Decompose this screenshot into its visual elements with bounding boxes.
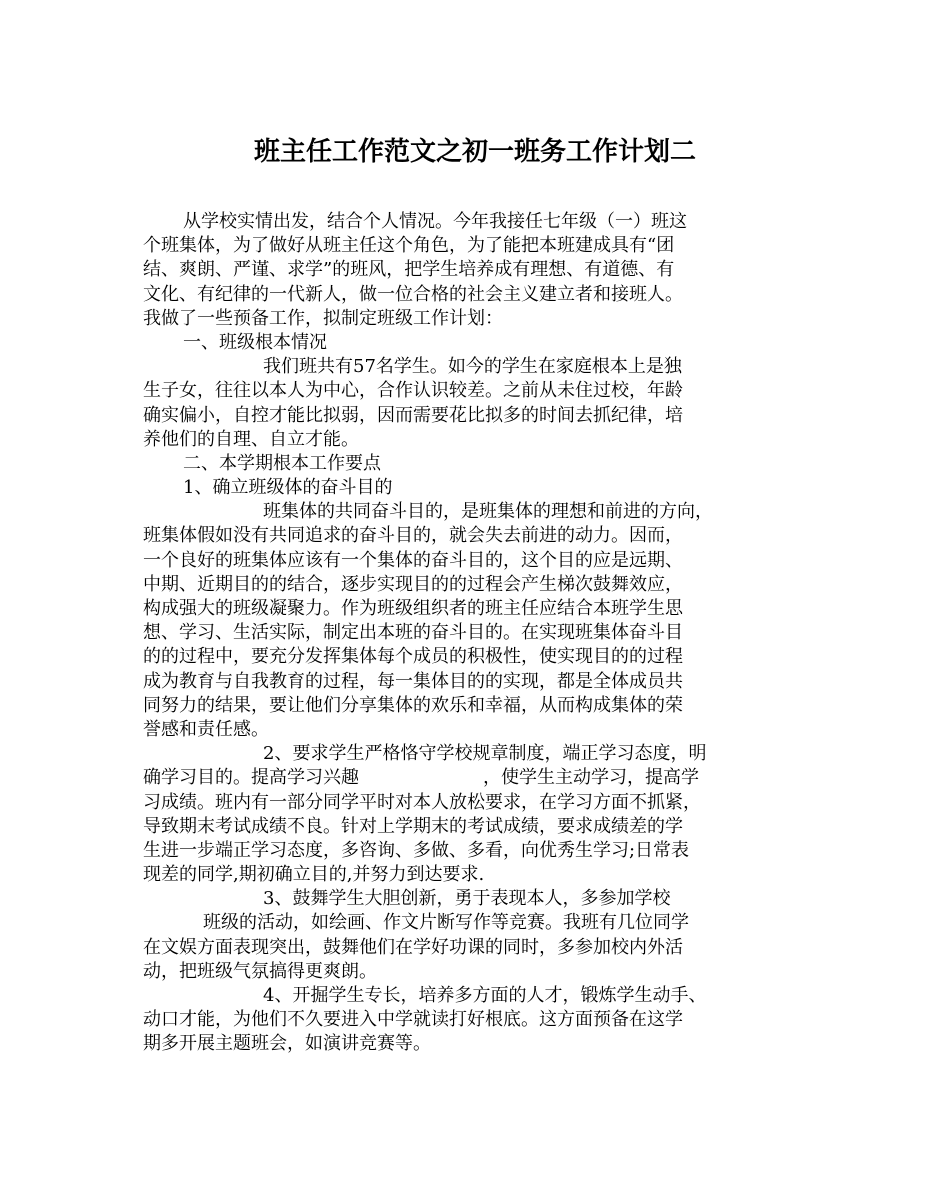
paragraph-line: 生子女，往往以本人为中心，合作认识较差。之前从未住过校，年龄	[143, 380, 683, 402]
paragraph-line: 生进一步端正学习态度，多咨询、多做、多看，向优秀生学习;日常表	[143, 839, 690, 861]
paragraph-line: 个班集体，为了做好从班主任这个角色，为了能把本班建成具有“团	[143, 235, 675, 257]
paragraph-line: 班级的活动，如绘画、作文片断写作等竞赛。我班有几位同学	[203, 912, 689, 934]
line-segment-right: ，使学生主动学习，提高学	[483, 767, 699, 789]
paragraph-line: 动，把班级气氛搞得更爽朗。	[143, 960, 377, 982]
paragraph-line: 同努力的结果，要让他们分享集体的欢乐和幸福，从而构成集体的荣	[143, 694, 683, 716]
paragraph-line: 成为教育与自我教育的过程，每一集体目的的实现，都是全体成员共	[143, 670, 683, 692]
paragraph-line: 动口才能，为他们不久要进入中学就读打好根底。这方面预备在这学	[143, 1009, 683, 1031]
paragraph-line: 习成绩。班内有一部分同学平时对本人放松要求，在学习方面不抓紧，	[143, 791, 701, 813]
section-heading: 二、本学期根本工作要点	[183, 452, 381, 474]
paragraph-line: 构成强大的班级凝聚力。作为班级组织者的班主任应结合本班学生思	[143, 598, 683, 619]
paragraph-line: 2、要求学生严格恪守学校规章制度，端正学习态度，明	[263, 743, 707, 765]
paragraph-line: 想、学习、生活实际，制定出本班的奋斗目的。在实现班集体奋斗目	[143, 622, 683, 644]
paragraph-line: 文化、有纪律的一代新人，做一位合格的社会主义建立者和接班人。	[143, 283, 683, 305]
section-heading: 一、班级根本情况	[183, 331, 327, 353]
paragraph-line: 从学校实情出发，结合个人情况。今年我接任七年级（一）班这	[183, 211, 687, 232]
paragraph-line: 我做了一些预备工作，拟制定班级工作计划：	[143, 307, 503, 329]
line-segment-left: 确学习目的。提高学习兴趣	[143, 767, 359, 789]
document-body	[143, 210, 823, 1057]
paragraph-line: 现差的同学,期初确立目的,并努力到达要求.	[143, 864, 485, 886]
subsection-heading: 1、确立班级体的奋斗目的	[183, 477, 393, 499]
paragraph-line: 导致期末考试成绩不良。针对上学期末的考试成绩，要求成绩差的学	[143, 815, 683, 837]
paragraph-line: 一个良好的班集体应该有一个集体的奋斗目的，这个目的应是远期、	[143, 549, 683, 571]
paragraph-line: 确实偏小，自控才能比拟弱，因而需要花比拟多的时间去抓纪律，培	[143, 404, 683, 426]
paragraph-line: 结、爽朗、严谨、求学”的班风，把学生培养成有理想、有道德、有	[143, 259, 675, 281]
paragraph-line: 期多开展主题班会，如演讲竞赛等。	[143, 1033, 431, 1055]
paragraph-line: 养他们的自理、自立才能。	[143, 428, 359, 450]
paragraph-line: 班集体的共同奋斗目的，是班集体的理想和前进的方向，	[263, 501, 713, 523]
paragraph-line: 中期、近期目的的结合，逐步实现目的的过程会产生梯次鼓舞效应，	[143, 573, 683, 595]
paragraph-line: 誉感和责任感。	[143, 718, 269, 740]
paragraph-line: 4、开掘学生专长，培养多方面的人才，锻炼学生动手、	[263, 985, 707, 1006]
paragraph-line: 3、鼓舞学生大胆创新，勇于表现本人，多参加学校	[263, 888, 671, 910]
paragraph-line	[143, 766, 823, 790]
paragraph-line: 班集体假如没有共同追求的奋斗目的，就会失去前进的动力。因而，	[143, 525, 683, 547]
paragraph-line: 的的过程中，要充分发挥集体每个成员的积极性，使实现目的的过程	[143, 646, 683, 668]
document-title: 班主任工作范文之初一班务工作计划二	[253, 137, 696, 167]
paragraph-line: 我们班共有57名学生。如今的学生在家庭根本上是独	[263, 356, 682, 378]
paragraph-line: 在文娱方面表现突出，鼓舞他们在学好功课的同时，多参加校内外活	[143, 936, 683, 958]
